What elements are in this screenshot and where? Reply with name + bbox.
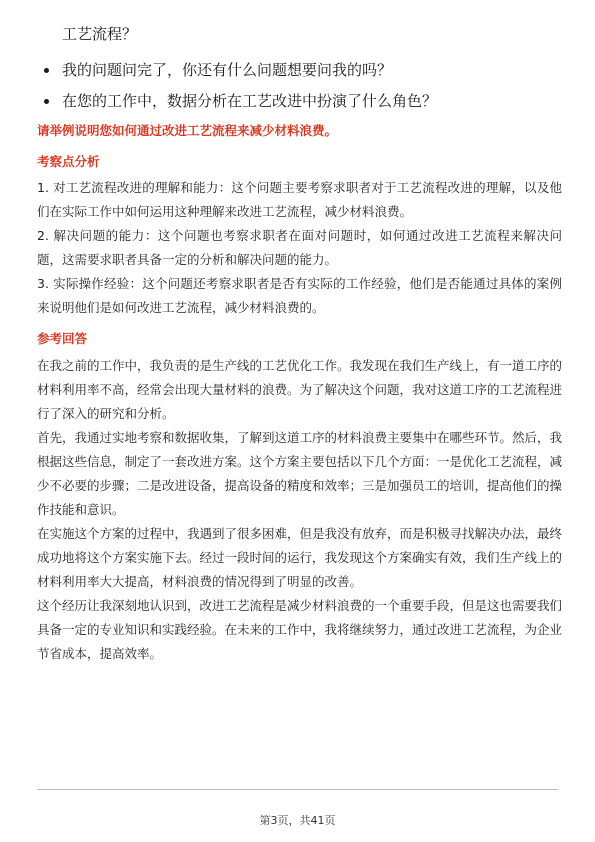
- analysis-item: 3. 实际操作经验：这个问题还考察求职者是否有实际的工作经验，他们是否能通过具体的案例来说明他们是如何改进工艺流程，减少材料浪费的。: [37, 276, 562, 315]
- question-title: 请举例说明您如何通过改进工艺流程来减少材料浪费。: [37, 123, 338, 138]
- answer-section: [37, 354, 562, 666]
- answer-paragraph: 这个经历让我深刻地认识到，改进工艺流程是减少材料浪费的一个重要手段，但是这也需要我们具备一定的专业知识和实践经验。在未来的工作中，我将继续努力，通过改进工艺流程，为企业节省成本，提高效率。: [37, 598, 563, 661]
- bullet-text: 我的问题问完了，你还有什么问题想要问我的吗？: [62, 61, 393, 79]
- bullet-item: [40, 86, 560, 117]
- answer-paragraph: 在实施这个方案的过程中，我遇到了很多困难，但是我没有放弃，而是积极寻找解决办法，最终成功地将这个方案实施下去。经过一段时间的运行，我发现这个方案确实有效，我们生产线上的材料利用率大大提高，材料浪费的情况得到了明显的改善。: [37, 526, 563, 589]
- analysis-heading: 考察点分析: [37, 154, 100, 169]
- bullet-item: [40, 55, 560, 86]
- bullet-list: [40, 55, 560, 117]
- analysis-item: 2. 解决问题的能力：这个问题也考察求职者在面对问题时，如何通过改进工艺流程来解决问题，这需要求职者具备一定的分析和解决问题的能力。: [37, 228, 562, 267]
- analysis-item: 1. 对工艺流程改进的理解和能力：这个问题主要考察求职者对于工艺流程改进的理解，以及他们在实际工作中如何运用这种理解来改进工艺流程，减少材料浪费。: [37, 180, 562, 219]
- bullet-dot-icon: [44, 68, 49, 73]
- page-number: 第3页，共41页: [259, 814, 336, 827]
- answer-heading: 参考回答: [37, 331, 88, 346]
- footer-divider: [37, 789, 558, 790]
- bullet-continuation: 工艺流程？: [62, 25, 138, 43]
- answer-paragraph: 首先，我通过实地考察和数据收集，了解到这道工序的材料浪费主要集中在哪些环节。然后，我根据这些信息，制定了一套改进方案。这个方案主要包括以下几个方面：一是优化工艺流程，减少不必要的步骤；二是改进设备，提高设备的精度和效率；三是加强员工的培训，提高他们的操作技能和意识。: [37, 430, 563, 517]
- answer-paragraph: 在我之前的工作中，我负责的是生产线的工艺优化工作。我发现在我们生产线上，有一道工序的材料利用率不高，经常会出现大量材料的浪费。为了解决这个问题，我对这道工序的工艺流程进行了深入的研究和分析。: [37, 358, 563, 421]
- analysis-section: [37, 176, 562, 320]
- bullet-dot-icon: [44, 99, 49, 104]
- bullet-text: 在您的工作中，数据分析在工艺改进中扮演了什么角色？: [62, 92, 438, 110]
